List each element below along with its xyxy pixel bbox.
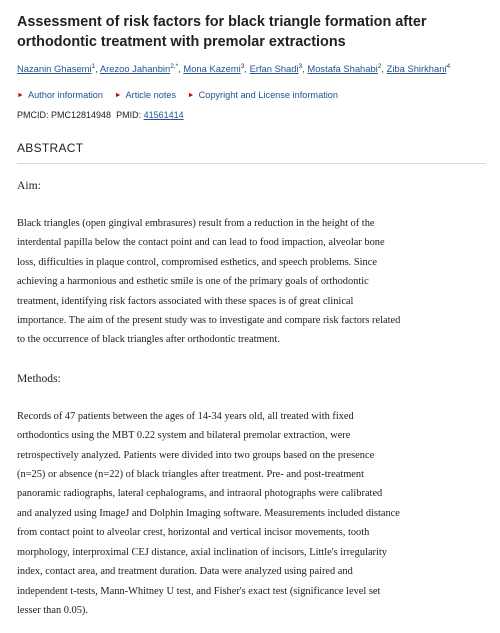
aim-paragraph [17, 214, 486, 350]
pmcid-label: PMCID: [17, 110, 49, 120]
article-notes-toggle[interactable] [115, 90, 177, 100]
author-link[interactable]: Erfan Shadi [249, 63, 299, 74]
abstract-heading: ABSTRACT [17, 140, 486, 164]
triangle-right-icon: ► [187, 92, 195, 99]
author-affiliation: 2 [377, 62, 382, 70]
aim-heading: Aim: [17, 179, 41, 192]
methods-line: retrospectively analyzed. Patients were divided into two groups based on the presence [17, 449, 375, 461]
author-affiliation: 3 [298, 62, 303, 70]
methods-paragraph [17, 407, 486, 620]
methods-line: morphology, interproximal CEJ distance, axial inclination of incisors, Little's irregularity [17, 546, 387, 558]
author-link[interactable]: Arezoo Jahanbin [99, 63, 171, 74]
methods-line: lesser than 0.05). [17, 604, 88, 616]
aim-line: loss, difficulties in plaque control, compromised esthetics, and speech problems. Since [17, 256, 377, 268]
methods-line: (n=25) or absence (n=22) of black triangles after treatment. Pre- and post-treatment [17, 469, 364, 481]
author-affiliation: 1 [91, 62, 96, 70]
aim-line: interdental papilla below the contact point and can lead to food impaction, alveolar bone [17, 237, 385, 249]
author-link[interactable]: Mostafa Shahabi [307, 63, 378, 74]
author-link[interactable]: Nazanin Ghasemi [17, 63, 92, 74]
article-identifiers [17, 109, 486, 121]
methods-heading: Methods: [17, 371, 61, 385]
copyright-toggle[interactable] [188, 90, 338, 100]
author-list: Nazanin Ghasemi$^1$, Arezoo Jahanbin$^{2,*}$, Mona Kazemi$^3$, Erfan Shadi$^3$, Mostafa Shahabi$^2$, Ziba Shirkhani$^4$ [17, 62, 451, 74]
article-title: Assessment of risk factors for black triangle formation after orthodontic treatment with premolar extractions [17, 14, 427, 50]
article-info-links [17, 89, 486, 103]
author-affiliation: 2,* [170, 62, 179, 70]
author-link[interactable]: Ziba Shirkhani [386, 63, 447, 74]
methods-line: panoramic radiographs, lateral cephalograms, and intraoral photographs were calibrated [17, 488, 383, 500]
methods-line: index, contact area, and treatment duration. Data were analyzed using paired and [17, 566, 353, 578]
pmid-link[interactable]: 41561414 [143, 110, 184, 120]
aim-line: importance. The aim of the present study was to investigate and compare risk factors related [17, 315, 401, 327]
copyright-label: Copyright and License information [198, 90, 339, 100]
methods-line: and analyzed using ImageJ and Dolphin Imaging software. Measurements included distance [17, 507, 400, 519]
pmcid-value: PMC12814948 [51, 110, 112, 120]
author-link[interactable]: Mona Kazemi [183, 63, 241, 74]
methods-line: Records of 47 patients between the ages of 14-34 years old, all treated with fixed [17, 410, 354, 422]
aim-line: treatment, identifying risk factors associated with these spaces is of great clinical [17, 295, 354, 307]
aim-line: to the occurrence of black triangles after orthodontic treatment. [17, 334, 280, 346]
triangle-right-icon: ► [114, 92, 122, 99]
triangle-right-icon: ► [17, 92, 24, 99]
author-information-toggle[interactable] [17, 90, 103, 100]
author-affiliation: 4 [446, 62, 451, 70]
methods-line: orthodontics using the MBT 0.22 system and bilateral premolar extraction, were [17, 430, 351, 442]
methods-line: from contact point to alveolar crest, horizontal and vertical incisor movements, tooth [17, 527, 370, 539]
pmid-label: PMID: [116, 110, 142, 120]
article-notes-label: Article notes [125, 90, 177, 100]
aim-line: Black triangles (open gingival embrasures) result from a reduction in the height of the [17, 218, 375, 229]
aim-line: achieving a harmonious and esthetic smile is one of the primary goals of orthodontic [17, 276, 369, 288]
methods-line: independent t-tests, Mann-Whitney U test, and Fisher's exact test (significance level set [17, 585, 381, 597]
author-affiliation: 3 [240, 62, 245, 70]
author-information-label: Author information [27, 90, 104, 100]
